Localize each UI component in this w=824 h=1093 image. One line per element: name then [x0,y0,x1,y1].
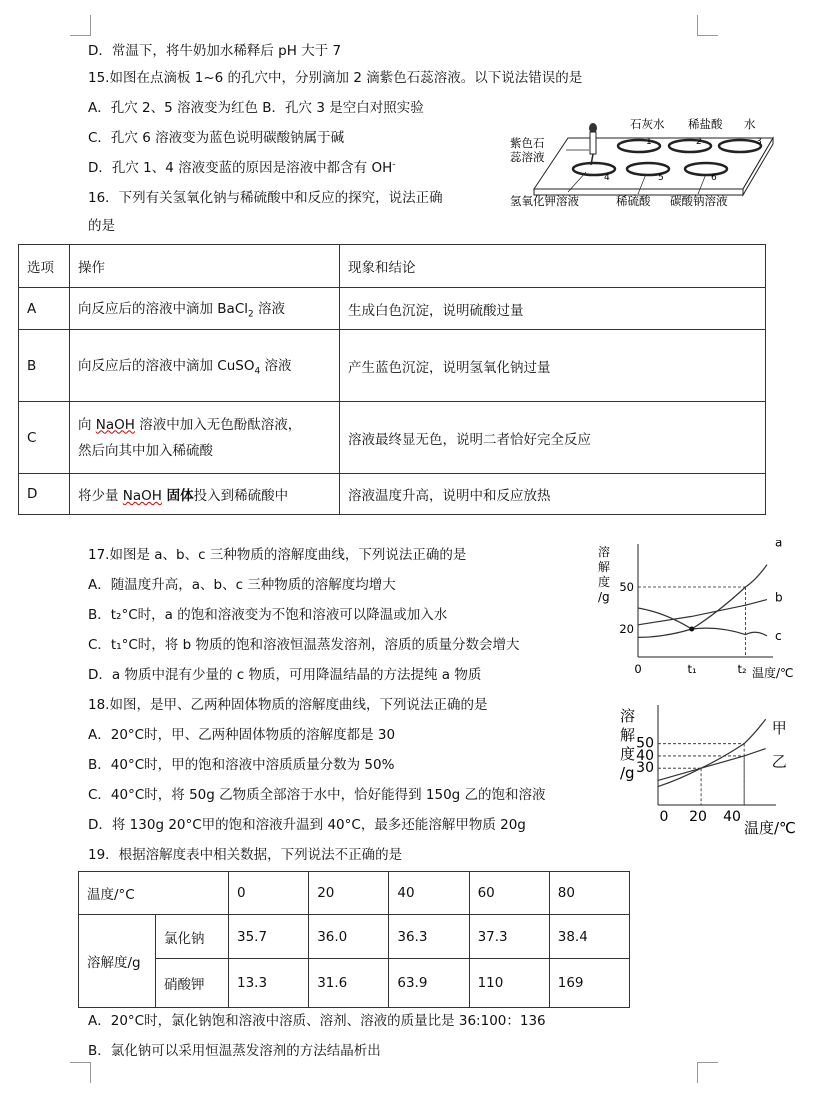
q18-chart-y-tick-label: 40 [636,747,654,764]
q16-header-operation: 操作 [70,245,340,288]
q19-temp-40: 40 [389,872,469,915]
q16-row-d-op-bold: 固体 [161,488,194,504]
q16-row-c-result: 溶液最终显无色，说明二者恰好完全反应 [340,402,766,474]
q15-option-d [88,156,395,176]
table-row [19,288,766,330]
table-row [19,330,766,402]
q19-kno3-value: 13.3 [229,959,309,1008]
q18-chart-series-label: 乙 [771,752,787,771]
q18-chart-series-label: 甲 [771,719,787,738]
q18-option-a: A．20°C时，甲、乙两种固体物质的溶解度都是 30 [88,727,396,743]
q16-row-b-op-text: 向反应后的溶液中滴加 CuSO [78,358,255,375]
q17-stem: 17.如图是 a、b、c 三种物质的溶解度曲线，下列说法正确的是 [88,547,467,563]
q18-chart-x-tick-label: 20 [689,809,707,825]
q17-chart-series-label: a [775,540,783,550]
label-lime-water: 石灰水 [630,117,665,131]
q16-row-a-result: 生成白色沉淀，说明硫酸过量 [340,288,766,330]
q18-stem: 18.如图，是甲、乙两种固体物质的溶解度曲线，下列说法正确的是 [88,697,488,713]
table-row [79,959,630,1008]
q17-chart-y-axis-label: 溶 [598,545,611,559]
well-number-3: 3 [756,137,762,147]
q16-table-header-row [19,245,766,288]
q19-option-b: B．氯化钠可以采用恒温蒸发溶剂的方法结晶析出 [88,1043,381,1059]
q19-group-label: 溶解度/g [79,915,156,1008]
q17-chart-series-label: b [775,590,783,605]
q17-solubility-chart [592,540,814,685]
q16-row-c-op-pre: 向 [78,416,96,433]
q16-stem-line2: 的是 [88,218,115,234]
q16-table [18,244,766,515]
table-row [19,474,766,515]
q18-chart-y-tick-label: 30 [636,760,654,777]
well-1 [618,140,660,152]
q19-temp-20: 20 [309,872,389,915]
q19-nacl-value: 35.7 [229,915,309,959]
table-row [19,402,766,474]
q19-header-row [79,872,630,915]
corner-mark-bottom-right [697,1062,718,1083]
q17-option-a: A．随温度升高，a、b、c 三种物质的溶解度均增大 [88,577,396,593]
q17-option-d: D．a 物质中混有少量的 c 物质，可用降温结晶的方法提纯 a 物质 [88,667,482,683]
q19-stem: 19．根据溶解度表中相关数据，下列说法不正确的是 [88,847,403,863]
q16-stem-line1: 16．下列有关氢氧化钠与稀硫酸中和反应的探究，说法正确 [88,190,443,206]
q16-row-c-operation [70,402,340,474]
q18-option-b: B．40°C时，甲的饱和溶液中溶质质量分数为 50% [88,757,395,773]
q19-kno3-value: 63.9 [389,959,469,1008]
q19-nacl-value: 37.3 [469,915,549,959]
q18-chart-y-tick-label: 50 [636,735,654,752]
q15-option-c: C．孔穴 6 溶液变为蓝色说明碳酸钠属于碱 [88,130,345,146]
q15-option-d-text: D．孔穴 1、4 溶液变蓝的原因是溶液中都含有 OH [88,160,393,176]
q17-chart-series-label: c [775,629,782,643]
q16-row-b-result: 产生蓝色沉淀，说明氢氧化钠过量 [340,330,766,402]
well-3 [719,140,761,152]
corner-mark-top-left [70,15,91,36]
well-2 [669,140,711,152]
q19-solubility-table [78,871,630,1008]
q16-row-b-option: B [19,330,70,402]
table-row [79,915,630,959]
q18-chart-x-tick-label: 0 [659,809,669,825]
q17-option-c: C．t₁°C时，将 b 物质的饱和溶液恒温蒸发溶剂，溶质的质量分数会增大 [88,637,520,653]
q19-option-a: A．20°C时，氯化钠饱和溶液中溶质、溶剂、溶液的质量比是 36:100：136 [88,1013,546,1029]
q17-chart-y-axis-label: /g [598,590,610,604]
well-number-5: 5 [658,173,664,183]
q17-chart-series-1-line [638,565,767,638]
q17-chart-intersection-point [689,627,694,632]
q16-row-d-op-naoh: NaOH [122,488,162,504]
q17-chart-x-tick-label: t₂ [737,662,747,676]
corner-mark-bottom-left [70,1062,91,1083]
q17-chart-x-tick-label: t₁ [687,662,697,676]
label-dilute-h2so4: 稀硫酸 [616,194,651,208]
q16-row-b-op-post: 溶液 [260,358,292,375]
well-number-2: 2 [696,137,702,147]
q18-chart-y-axis-label: 度 [620,745,636,763]
well-number-6: 6 [711,173,717,183]
q17-chart-x-tick-label: 0 [634,662,642,676]
q14-option-d: D．常温下，将牛奶加水稀释后 pH 大于 7 [88,43,342,59]
q16-row-d-operation [70,474,340,515]
q16-row-c-op-post: 溶液中加入无色酚酞溶液， [134,416,302,433]
q19-kno3-value: 110 [469,959,549,1008]
q19-nacl-value: 38.4 [549,915,629,959]
q18-chart-y-axis-label: 解 [620,726,636,744]
q17-chart-y-axis-label: 度 [598,575,611,589]
q19-row-kno3-name: 硝酸钾 [156,959,229,1008]
label-dilute-hcl: 稀盐酸 [688,117,723,131]
q19-temp-80: 80 [549,872,629,915]
q19-kno3-value: 31.6 [309,959,389,1008]
q18-chart-x-tick-label: 40 [723,809,741,825]
q16-row-a-option: A [19,288,70,330]
q19-nacl-value: 36.3 [389,915,469,959]
q15-option-d-superscript: - [392,159,396,170]
q19-nacl-value: 36.0 [309,915,389,959]
q17-chart-y-tick-label: 20 [619,622,634,636]
q16-row-d-option: D [19,474,70,515]
label-water: 水 [744,117,756,131]
q16-row-a-operation [70,288,340,330]
corner-mark-top-right [697,15,718,36]
label-koh-solution: 氢氧化钾溶液 [510,194,579,208]
q17-option-b: B．t₂°C时，a 的饱和溶液变为不饱和溶液可以降温或加入水 [88,607,448,623]
q16-row-a-op-sub: 2 [248,309,254,320]
q18-option-c: C．40°C时，将 50g 乙物质全部溶于水中，恰好能得到 150g 乙的饱和溶液 [88,787,546,803]
dropper-label-line2: 蕊溶液 [510,150,545,164]
q18-chart-y-axis-label: 溶 [620,707,636,725]
q15-stem: 15.如图在点滴板 1~6 的孔穴中，分别滴加 2 滴紫色石蕊溶液。以下说法错误的是 [88,70,583,86]
well-6 [685,163,727,175]
q18-chart-series-2-line [658,749,766,781]
q17-chart-y-tick-label: 50 [619,580,634,594]
q17-chart-y-axis-label: 解 [598,560,611,574]
q16-row-c-option: C [19,402,70,474]
q16-header-option: 选项 [19,245,70,288]
well-number-4: 4 [604,173,610,183]
dropper-label-line1: 紫色石 [510,136,545,150]
q18-chart-x-axis-label: 温度/℃ [744,819,796,837]
q16-row-b-op-sub: 4 [254,366,261,377]
q16-row-a-op-post: 溶液 [253,301,286,318]
q16-row-c-op-line1 [78,412,331,438]
q19-row-nacl-name: 氯化钠 [156,915,229,959]
q17-chart-x-axis-label: 温度/℃ [752,666,794,680]
q15-option-ab: A．孔穴 2、5 溶液变为红色 B．孔穴 3 是空白对照实验 [88,100,424,116]
q16-row-c-op-naoh: NaOH [95,416,135,433]
q19-header-temperature: 温度/°C [79,872,229,915]
spot-plate-figure [508,114,778,209]
q16-row-d-result: 溶液温度升高，说明中和反应放热 [340,474,766,515]
q16-row-d-op-post: 投入到稀硫酸中 [193,488,289,504]
well-number-1: 1 [646,137,652,147]
q19-temp-0: 0 [229,872,309,915]
q16-row-d-op-pre: 将少量 [78,488,123,504]
q19-temp-60: 60 [469,872,549,915]
q18-solubility-chart [614,703,810,841]
q16-row-b-operation [70,330,340,402]
q16-header-result: 现象和结论 [340,245,766,288]
q16-row-c-op-line2: 然后向其中加入稀硫酸 [78,442,213,459]
q19-kno3-value: 169 [549,959,629,1008]
q18-option-d: D．将 130g 20°C甲的饱和溶液升温到 40°C，最多还能溶解甲物质 20g [88,817,526,833]
q16-row-a-op-text: 向反应后的溶液中滴加 BaCl [78,301,249,318]
label-na2co3-solution: 碳酸钠溶液 [670,194,728,208]
q18-chart-y-axis-label: /g [620,764,635,782]
